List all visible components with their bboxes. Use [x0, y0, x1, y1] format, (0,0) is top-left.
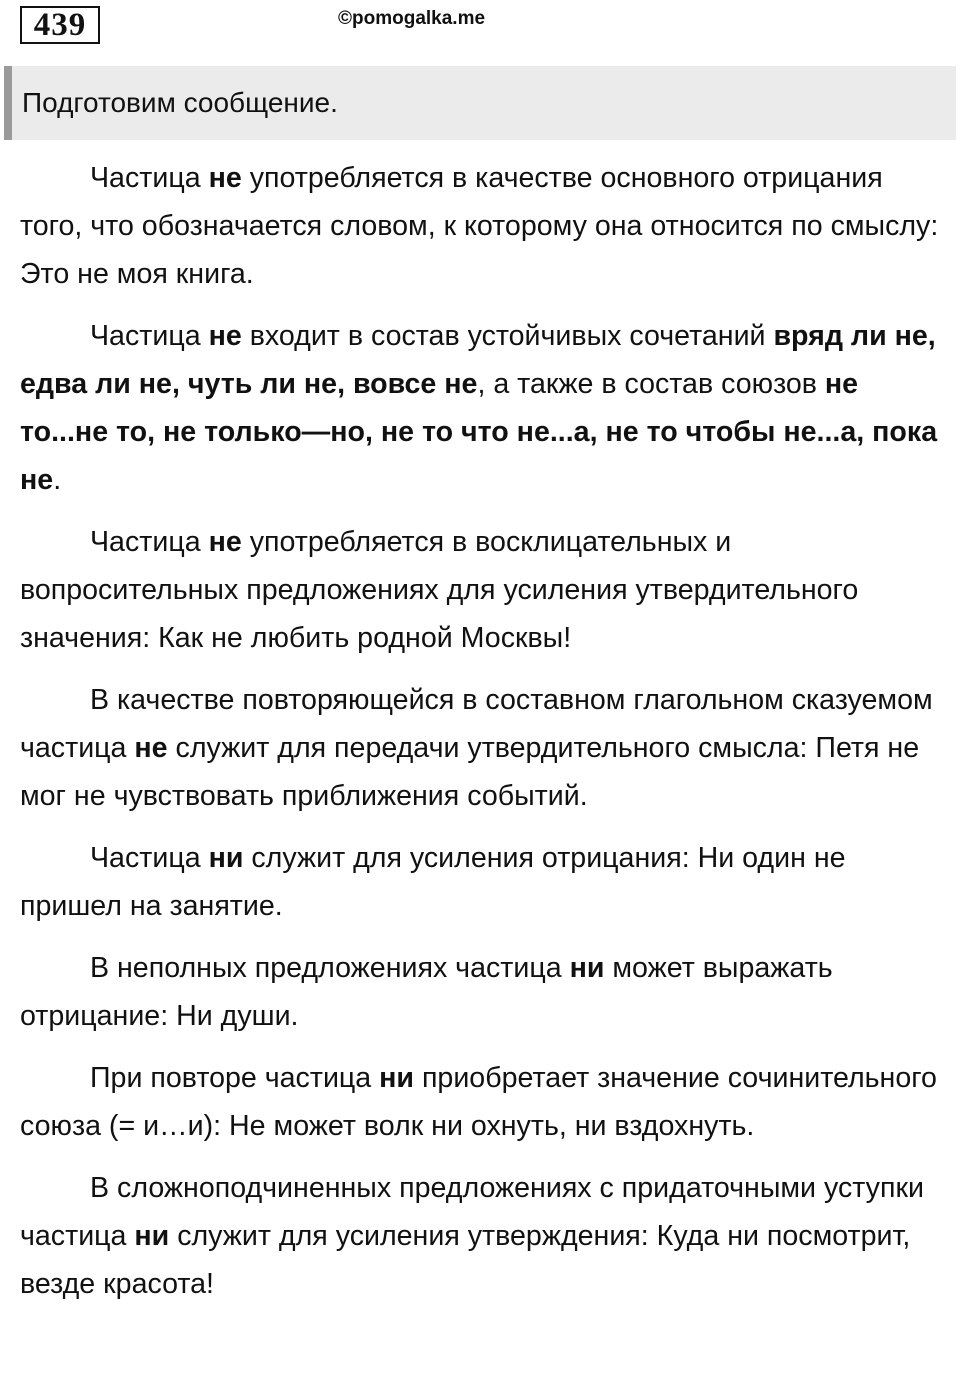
text: Частица — [90, 320, 209, 352]
text: служит для передачи утвердительного смысла: Петя не мог не чувствовать приближения событий. — [20, 732, 920, 812]
bold-term: не — [134, 732, 168, 764]
text: При повторе частица — [90, 1062, 380, 1094]
text: служит для усиления отрицания: Ни один не пришел на занятие. — [20, 842, 846, 922]
bold-term: не — [208, 526, 242, 558]
text: приобретает значение сочинительного союза (= и…и): Не может волк ни охнуть, ни вздохнуть. — [20, 1062, 937, 1142]
text: Частица — [90, 162, 209, 194]
paragraph-6 — [20, 944, 945, 1040]
text: Частица — [90, 526, 209, 558]
text: В качестве повторяющейся в составном глагольном сказуемом частица — [20, 684, 933, 764]
bold-term: не — [208, 320, 242, 352]
paragraph-7 — [20, 1054, 945, 1150]
paragraph-8 — [20, 1164, 945, 1308]
text: . — [53, 464, 62, 496]
section-banner — [4, 66, 956, 140]
text: , а также в состав союзов — [477, 368, 825, 400]
bold-term: не — [208, 162, 242, 194]
bold-term: ни — [379, 1062, 414, 1094]
paragraph-5 — [20, 834, 945, 930]
text: Частица — [90, 842, 209, 874]
text: В сложноподчиненных предложениях с придаточными уступки частица — [20, 1172, 924, 1252]
paragraph-4 — [20, 676, 945, 820]
paragraph-1 — [20, 154, 945, 298]
paragraph-3 — [20, 518, 945, 662]
paragraph-2 — [20, 312, 945, 504]
bold-term: ни — [208, 842, 244, 874]
text: употребляется в качестве основного отрицания того, что обозначается словом, к которому она относится по смыслу: Это не моя книга. — [20, 162, 939, 290]
site-watermark: ©pomogalka.me — [338, 8, 486, 29]
text: входит в состав устойчивых сочетаний — [241, 320, 774, 352]
banner-title: Подготовим сообщение. — [22, 87, 338, 118]
bold-term: ни — [569, 952, 605, 984]
bold-term: ни — [134, 1220, 170, 1252]
text: употребляется в восклицательных и вопросительных предложениях для усиления утвердительного значения: Как не любить родной Москвы! — [20, 526, 859, 654]
text: служит для усиления утверждения: Куда ни посмотрит, везде красота! — [20, 1220, 911, 1300]
exercise-number: 439 — [20, 6, 100, 44]
document-body — [20, 154, 945, 1322]
text: В неполных предложениях частица — [90, 952, 570, 984]
bold-term: вряд ли не, едва ли не, чуть ли не, вовсе не — [20, 320, 936, 400]
text: может выражать отрицание: Ни души. — [20, 952, 833, 1032]
bold-term: не то...не то, не только—но, не то что не...а, не то чтобы не...а, пока не — [20, 368, 938, 496]
